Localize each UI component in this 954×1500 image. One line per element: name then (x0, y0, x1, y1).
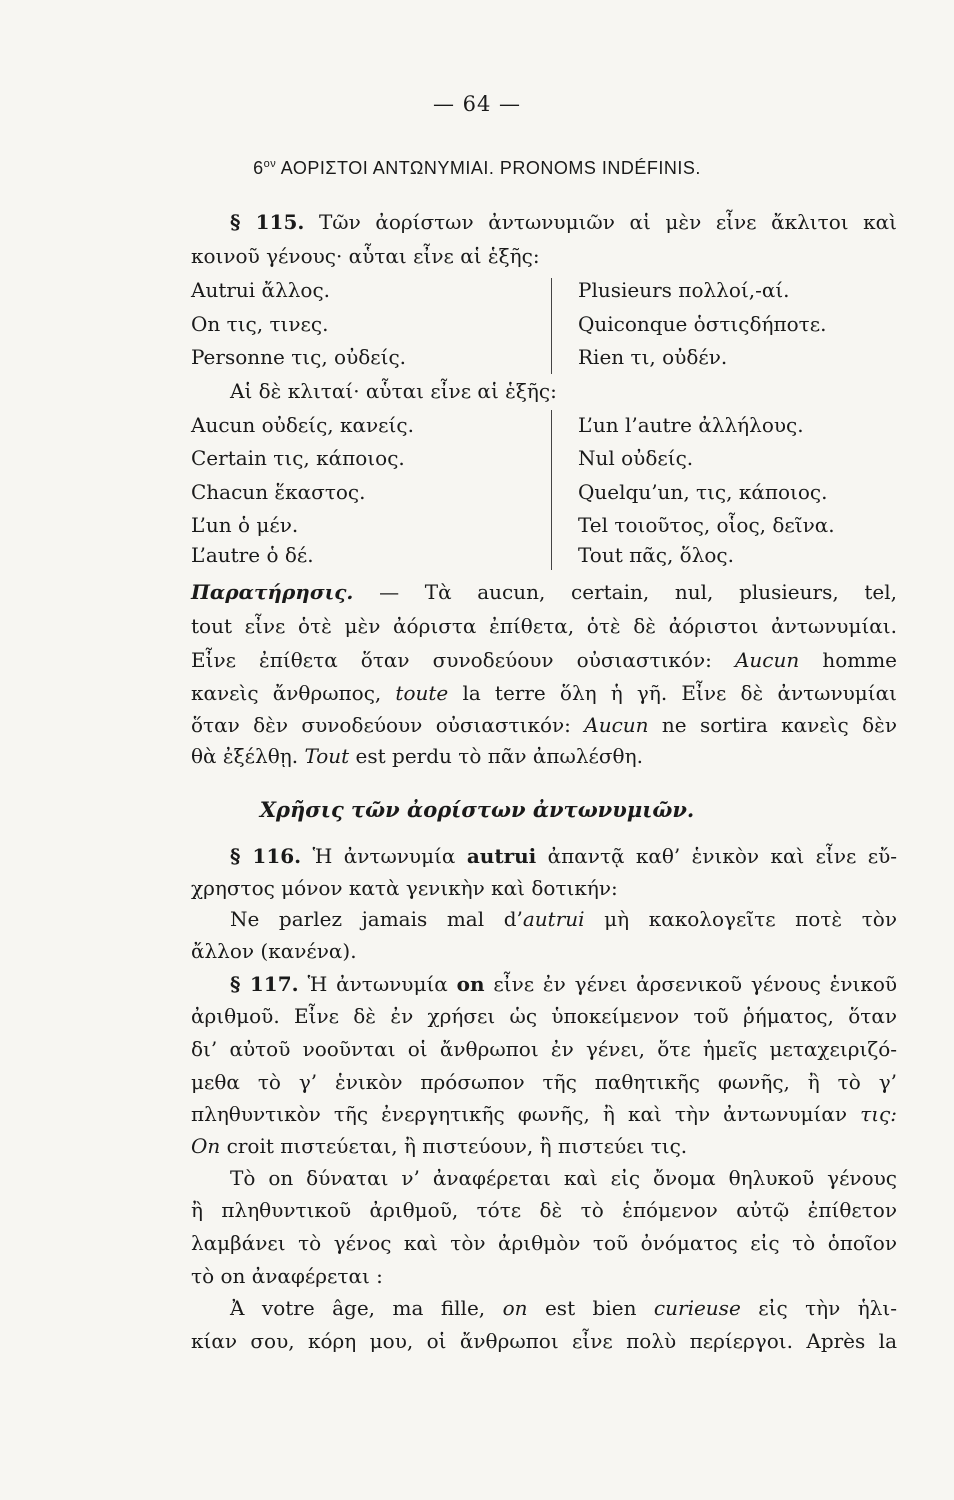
remark-line-6-a: θὰ ἐξέλθῃ. (191, 744, 299, 768)
s115-left-b-2: Certain τις, κάποιος. (191, 446, 405, 470)
s116-line-3-b: autrui (522, 907, 585, 931)
s116-line-3-a: Ne parlez jamais mal d’ (230, 907, 523, 931)
remark-line-5-c: ne sortira κανεὶς δὲν (661, 713, 897, 737)
s117-line-11-d: curieuse (653, 1296, 741, 1320)
s117-line-5-b: τις: (860, 1102, 897, 1126)
s115-right-a-1: Plusieurs πολλοί,-αί. (578, 278, 790, 302)
s117-line-10: τὸ on ἀναφέρεται : (191, 1264, 383, 1288)
s117-line-8: ἢ πληθυντικοῦ ἀριθμοῦ, τότε δὲ τὸ ἑπόμενον αὐτῷ ἐπίθετον (191, 1198, 897, 1222)
s117-line-1-c: εἶνε ἐν γένει ἀρσενικοῦ γένους ἑνικοῦ (493, 972, 898, 996)
remark-line-1 (191, 578, 897, 606)
s115-line-1 (230, 208, 897, 236)
remark-line-1-text: — Τὰ aucun, certain, nul, plusieurs, tel, (379, 580, 898, 604)
usage-heading: Χρῆσις τῶν ἀορίστων ἀντωνυμιῶν. (259, 797, 695, 822)
remark-line-4-c: la terre ὅλη ἡ γῆ. Εἶνε δὲ ἀντωνυμίαι (462, 681, 897, 705)
s115-right-b-2: Nul οὐδείς. (578, 446, 694, 470)
remark-line-6 (191, 742, 897, 770)
remark-line-5-a: ὅταν δὲν συνοδεύουν οὐσιαστικόν: (191, 713, 571, 737)
remark-line-6-b: Tout (304, 744, 350, 768)
remark-line-6-c: est perdu τὸ πᾶν ἀπωλέσθη. (355, 744, 643, 768)
s117-line-6-b: croit πιστεύεται, ἢ πιστεύουν, ἢ πιστεύει τις. (226, 1134, 688, 1158)
s117-line-6-a: On (191, 1134, 221, 1158)
section-heading (0, 158, 954, 179)
s116-line-3-c: μὴ κακολογεῖτε ποτὲ τὸν (604, 907, 897, 931)
s116-line-1-c: ἀπαντᾷ καθ’ ἑνικὸν καὶ εἶνε εὔ- (547, 844, 898, 868)
s117-line-11-c: est bien (544, 1296, 637, 1320)
remark-line-3-b: Aucun (734, 648, 800, 672)
s117-line-7: Τὸ on δύναται ν’ ἀναφέρεται καὶ εἰς ὄνομα θηλυκοῦ γένους (230, 1166, 897, 1190)
s115-number: § 115. (230, 210, 305, 234)
s115-line-2: κοινοῦ γένους· αὗται εἶνε αἱ ἑξῆς: (191, 244, 540, 268)
s116-line-1-b: autrui (466, 844, 537, 868)
s116-number: § 116. (230, 844, 302, 868)
s117-line-11 (230, 1294, 897, 1322)
remark-line-4-b: toute (395, 681, 449, 705)
column-divider-2 (551, 410, 552, 570)
s115-left-b-5: L’autre ὁ δέ. (191, 543, 314, 567)
s117-line-6 (191, 1132, 897, 1160)
s117-line-5 (191, 1100, 897, 1128)
s115-left-b-4: L’un ὁ μέν. (191, 513, 299, 537)
s116-line-3 (230, 905, 897, 933)
heading-number: 6 (253, 158, 264, 178)
remark-line-3-c: homme (822, 648, 897, 672)
s115-mid: Αἱ δὲ κλιταί· αὗται εἶνε αἱ ἑξῆς: (230, 379, 557, 403)
page-number: — 64 — (432, 92, 522, 116)
s116-line-2: χρηστος μόνον κατὰ γενικὴν καὶ δοτικήν: (191, 876, 618, 900)
column-divider-1 (551, 278, 552, 374)
s115-right-b-1: L’un l’autre ἀλλήλους. (578, 413, 804, 437)
s117-line-3: δι’ αὐτοῦ νοοῦνται οἱ ἄνθρωποι ἐν γένει, ὅτε ἡμεῖς μεταχειριζό- (191, 1037, 897, 1061)
s117-line-11-a: Ἀ votre âge, ma fille, (230, 1296, 486, 1320)
s117-line-12: κίαν σου, κόρη μου, οἱ ἄνθρωποι εἶνε πολὺ περίεργοι. Après la (191, 1329, 897, 1353)
s115-right-b-5: Tout πᾶς, ὅλος. (578, 543, 734, 567)
s117-line-1-b: on (456, 972, 485, 996)
s117-line-11-b: on (502, 1296, 528, 1320)
remark-line-4-a: κανεὶς ἄνθρωπος, (191, 681, 382, 705)
s115-left-b-3: Chacun ἕκαστος. (191, 480, 366, 504)
s117-line-2: ἀριθμοῦ. Εἶνε δὲ ἐν χρήσει ὡς ὑποκείμενον τοῦ ῥήματος, ὅταν (191, 1004, 897, 1028)
s116-line-1-a: Ἡ ἀντωνυμία (312, 844, 456, 868)
s117-line-1 (230, 970, 897, 998)
s117-line-5-a: πληθυντικὸν τῆς ἐνεργητικῆς φωνῆς, ἢ καὶ τὴν ἀντωνυμίαν (191, 1102, 848, 1126)
s115-left-b-1: Aucun οὐδείς, κανείς. (191, 413, 414, 437)
s115-left-a-2: On τις, τινες. (191, 312, 329, 336)
heading-text: ΑΟΡΙΣΤΟΙ ΑΝΤΩΝΥΜΙΑΙ. PRONOMS INDÉFINIS. (280, 158, 701, 178)
s117-line-1-a: Ἡ ἀντωνυμία (307, 972, 448, 996)
s115-left-a-3: Personne τις, οὐδείς. (191, 345, 407, 369)
remark-line-2: tout εἶνε ὁτὲ μὲν ἀόριστα ἐπίθετα, ὁτὲ δὲ ἀόριστοι ἀντωνυμίαι. (191, 614, 897, 638)
s115-right-a-3: Rien τι, οὐδέν. (578, 345, 728, 369)
s117-number: § 117. (230, 972, 299, 996)
heading-superscript: ον (263, 158, 277, 170)
remark-line-3 (191, 646, 897, 674)
s115-right-b-3: Quelqu’un, τις, κάποιος. (578, 480, 828, 504)
s115-left-a-1: Autrui ἄλλος. (191, 278, 331, 302)
remark-label: Παρατήρησις. (191, 580, 354, 604)
s115-intro-1: Τῶν ἀορίστων ἀντωνυμιῶν αἱ μὲν εἶνε ἄκλιτοι καὶ (318, 210, 898, 234)
s117-line-4: μεθα τὸ γ’ ἑνικὸν πρόσωπον τῆς παθητικῆς φωνῆς, ἢ τὸ γ’ (191, 1070, 897, 1094)
remark-line-3-a: Εἶνε ἐπίθετα ὅταν συνοδεύουν οὐσιαστικόν: (191, 648, 712, 672)
s117-line-9: λαμβάνει τὸ γένος καὶ τὸν ἀριθμὸν τοῦ ὀνόματος εἰς τὸ ὁποῖον (191, 1231, 897, 1255)
s116-line-1 (230, 842, 897, 870)
s115-right-a-2: Quiconque ὁστιςδήποτε. (578, 312, 827, 336)
remark-line-5-b: Aucun (584, 713, 649, 737)
s116-line-4: ἄλλον (κανένα). (191, 939, 357, 963)
s117-line-11-e: εἰς τὴν ἡλι- (758, 1296, 897, 1320)
remark-line-4 (191, 679, 897, 707)
s115-right-b-4: Tel τοιοῦτος, οἷος, δεῖνα. (578, 513, 835, 537)
remark-line-5 (191, 711, 897, 739)
